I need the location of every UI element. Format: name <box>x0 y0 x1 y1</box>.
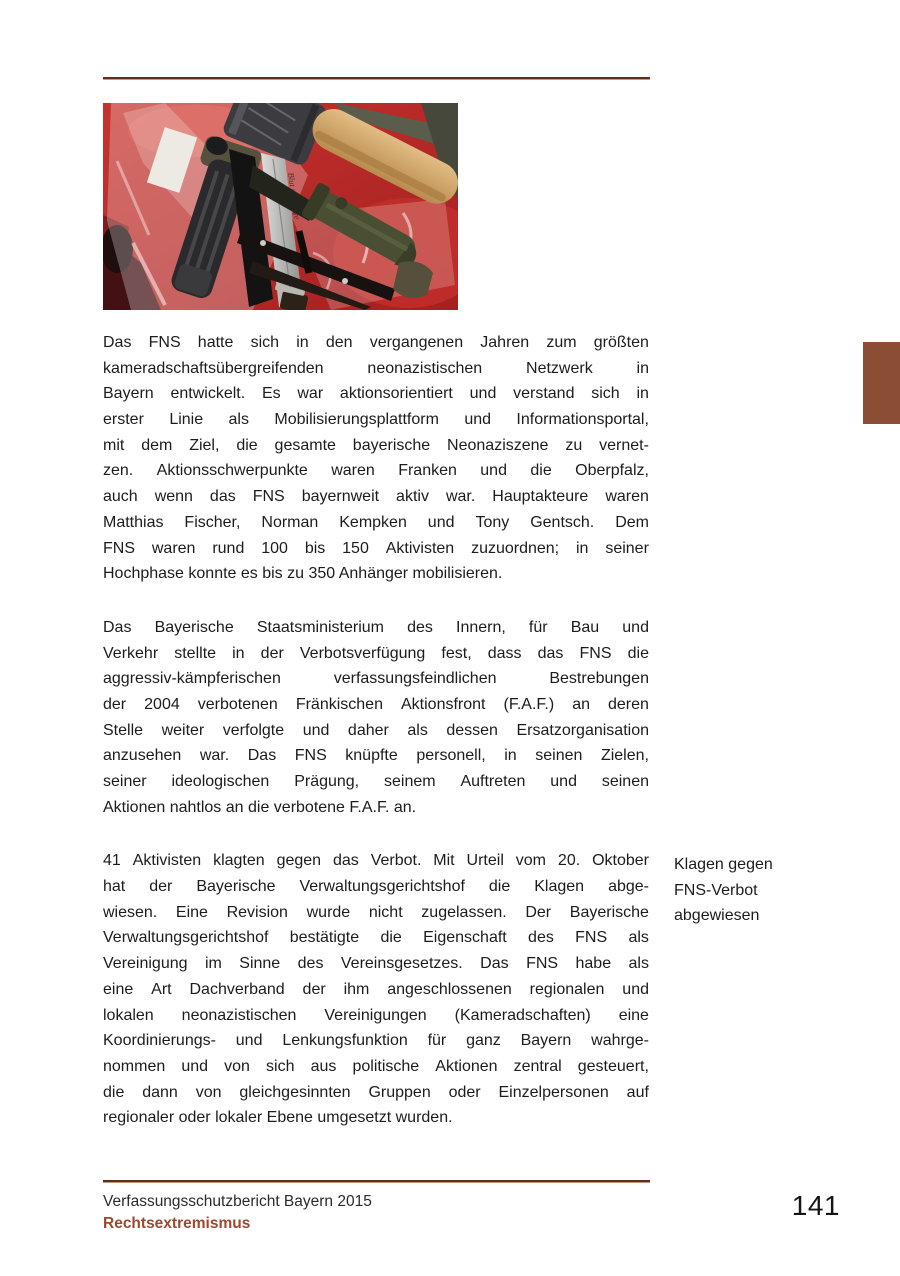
text-line: wiesen. Eine Revision wurde nicht zugelassen. Der Bayerische <box>103 903 649 921</box>
body-paragraph <box>103 852 649 1135</box>
text-line: der 2004 verbotenen Fränkischen Aktionsfront (F.A.F.) an deren <box>103 695 649 713</box>
text-line: Koordinierungs- und Lenkungsfunktion für ganz Bayern wahrge- <box>103 1032 649 1050</box>
top-rule <box>103 77 650 80</box>
text-line: Aktionen nahtlos an die verbotene F.A.F. an. <box>103 798 417 816</box>
margin-note <box>674 852 824 929</box>
margin-note-line: abgewiesen <box>674 907 760 925</box>
evidence-photo <box>103 103 458 310</box>
text-line: Hochphase konnte es bis zu 350 Anhänger mobilisieren. <box>103 565 503 583</box>
footer-section-label: Rechtsextremismus <box>103 1215 251 1232</box>
text-line: Matthias Fischer, Norman Kempken und Tony Gentsch. Dem <box>103 513 649 531</box>
body-paragraph <box>103 619 649 825</box>
text-line: hat der Bayerische Verwaltungsgerichtshof die Klagen abge- <box>103 878 649 896</box>
body-text-column <box>103 334 649 1163</box>
margin-note-line: FNS-Verbot <box>674 881 758 899</box>
text-line: lokalen neonazistischen Vereinigungen (Kameradschaften) eine <box>103 1006 649 1024</box>
text-line: erster Linie als Mobilisierungsplattform und Informationsportal, <box>103 411 649 429</box>
text-line: Stelle weiter verfolgte und daher als dessen Ersatzorganisation <box>103 721 649 739</box>
margin-note-line: Klagen gegen <box>674 856 773 873</box>
text-line: Bayern entwickelt. Es war aktionsorientiert und verstand sich in <box>103 385 649 403</box>
text-line: kameradschaftsübergreifenden neonazistischen Netzwerk in <box>103 359 649 377</box>
text-line: auch wenn das FNS bayernweit aktiv war. Hauptakteure waren <box>103 488 649 506</box>
page-number: 141 <box>791 1190 840 1221</box>
text-line: zen. Aktionsschwerpunkte waren Franken und die Oberpfalz, <box>103 462 649 480</box>
text-line: Vereinigung im Sinne des Vereinsgesetzes. Das FNS habe als <box>103 955 649 973</box>
evidence-photo-illustration <box>103 103 458 310</box>
body-paragraph <box>103 334 649 591</box>
footer-rule <box>103 1180 650 1183</box>
text-line: nommen und von sich aus politische Aktionen zentral gesteuert, <box>103 1057 649 1075</box>
chapter-thumb-tab <box>863 342 900 424</box>
text-line: 41 Aktivisten klagten gegen das Verbot. Mit Urteil vom 20. Oktober <box>103 852 649 870</box>
text-line: anzusehen war. Das FNS knüpfte personell, in seinen Zielen, <box>103 747 649 765</box>
text-line: die dann von gleichgesinnten Gruppen oder Einzelpersonen auf <box>103 1083 649 1101</box>
text-line: Verwaltungsgerichtshof bestätigte die Eigenschaft des FNS als <box>103 929 649 947</box>
text-line: Das FNS hatte sich in den vergangenen Jahren zum größten <box>103 334 649 351</box>
text-line: Verkehr stellte in der Verbotsverfügung fest, dass das FNS die <box>103 644 649 662</box>
footer-report-title: Verfassungsschutzbericht Bayern 2015 <box>103 1193 372 1210</box>
text-line: aggressiv-kämpferischen verfassungsfeindlichen Bestrebungen <box>103 670 649 688</box>
text-line: Das Bayerische Staatsministerium des Innern, für Bau und <box>103 618 649 636</box>
text-line: seiner ideologischen Prägung, seinem Auftreten und seinen <box>103 773 649 790</box>
text-line: FNS waren rund 100 bis 150 Aktivisten zuzuordnen; in seiner <box>103 539 649 557</box>
text-line: mit dem Ziel, die gesamte bayerische Neonaziszene zu vernet- <box>103 436 649 454</box>
text-line: regionaler oder lokaler Ebene umgesetzt wurden. <box>103 1109 453 1127</box>
text-line: eine Art Dachverband der ihm angeschlossenen regionalen und <box>103 980 649 998</box>
